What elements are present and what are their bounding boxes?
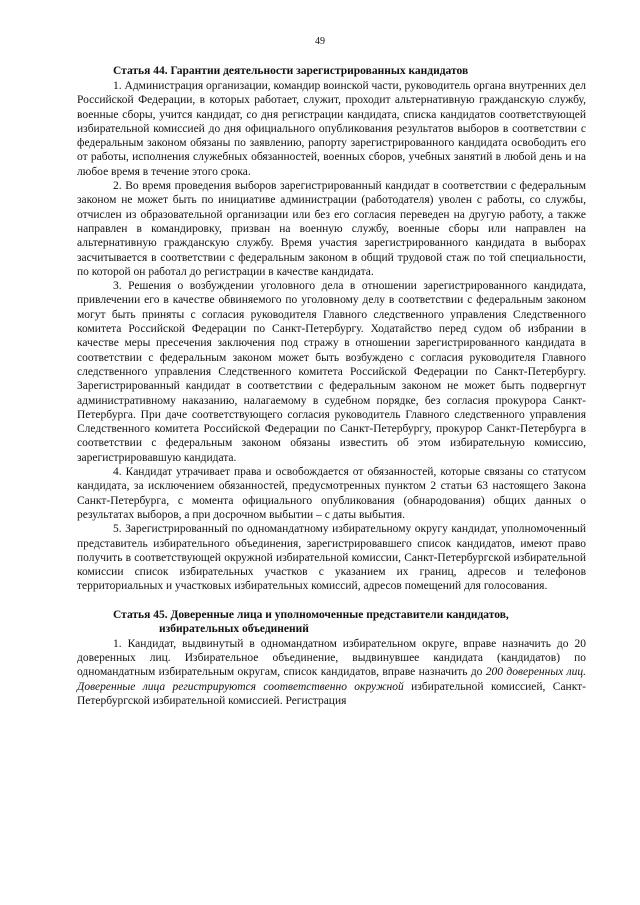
article-44-paragraph-3: 3. Решения о возбуждении уголовного дела в отношении зарегистрированного кандидата, привлечении его в качестве обвиняемого по уголовному делу в соответствии с федеральным законом могут быть приняты с согласия руководителя Главного следственного управления Следственного комитета Российской Федерации по Санкт-Петербургу. Ходатайство перед судом об избрании в качестве меры пресечения заключения под стражу в отношении зарегистрированного кандидата в соответствии с федеральным законом может быть возбуждено с согласия руководителя Главного следственного управления Следственного комитета Российской Федерации по Санкт-Петербургу. Зарегистрированный кандидат в соответствии с федеральным законом не может быть подвергнут административному наказанию, налагаемому в судебном порядке, без согласия прокурора Санкт-Петербурга. При даче соответствующего согласия руководитель Главного следственного управления Следственного комитета Российской Федерации по Санкт-Петербургу, прокурор Санкт-Петербурга в соответствии с федеральным законом обязаны известить об этом избирательную комиссию, зарегистрировавшую кандидата. <box>77 280 586 464</box>
article-45-title-line-2: избирательных объединений <box>159 622 309 635</box>
article-44-paragraph-5: 5. Зарегистрированный по одномандатному избирательному округу кандидат, уполномоченный представитель избирательного объединения, зарегистрировавшего список кандидатов, имеют право получить в соответствующей окружной избирательной комиссии, Санкт-Петербургской избирательной комиссии список избирательных участков с указанием их границ, адресов и телефонов территориальных и участковых избирательных комиссий, адресов помещений для голосования. <box>77 523 586 593</box>
article-45-title <box>77 608 586 636</box>
article-44 <box>77 64 586 594</box>
article-44-paragraph-4: 4. Кандидат утрачивает права и освобождается от обязанностей, которые связаны со статусом кандидата, за исключением обязанностей, предусмотренных пунктом 2 статьи 63 настоящего Закона Санкт-Петербурга, с момента официального опубликования (обнародования) общих данных о результатах выборов, а при досрочном выбытии – с даты выбытия. <box>77 466 586 521</box>
document-body <box>77 64 586 708</box>
article-44-paragraph-1: 1. Администрация организации, командир воинской части, руководитель органа внутренних дел Российской Федерации, в которых работает, служит, проходит альтернативную гражданскую службу, военные сборы, учится кандидат, со дня регистрации кандидата, списка кандидатов соответствующей избирательной комиссией до дня официального опубликования результатов выборов в соответствии с федеральным законом обязаны по заявлению, рапорту зарегистрированного кандидата освободить его от работы, исполнения служебных обязанностей, военных сборов, учебных занятий в любой день и на любое время в течение этого срока. <box>77 80 586 178</box>
article-44-title: Статья 44. Гарантии деятельности зарегистрированных кандидатов <box>113 65 469 77</box>
article-45 <box>77 608 586 708</box>
article-45-paragraph-1-italic: 200 доверенных лиц. Доверенные лица регистрируются соответственно окружной <box>77 666 586 693</box>
page-number: 49 <box>315 36 325 47</box>
article-45-title-line-1: Статья 45. Доверенные лица и уполномоченные представители кандидатов, <box>113 608 509 621</box>
article-45-paragraph-1-start: 1. Кандидат, выдвинутый в одномандатном избирательном округе, вправе назначить до 20 доверенных лиц. Избирательное объединение, выдвинувшее кандидата (кандидатов) по одномандатным избирательным округам, список кандидатов, вправе назначить до <box>77 637 586 679</box>
article-45-paragraph-1-end: избирательной комиссией, Санкт-Петербургской избирательной комиссией. Регистрация <box>77 680 586 707</box>
article-45-paragraph-1 <box>77 637 586 708</box>
article-44-paragraph-2: 2. Во время проведения выборов зарегистрированный кандидат в соответствии с федеральным законом не может быть по инициативе администрации (работодателя) уволен с работы, со службы, отчислен из образовательной организации или без его согласия переведен на другую работу, а также направлен в командировку, призван на военную службу, военные сборы или направлен на альтернативную гражданскую службу. Время участия зарегистрированного кандидата в выборах засчитывается в соответствии с федеральным законом в общий трудовой стаж по той специальности, по которой он работал до регистрации в качестве кандидата. <box>77 180 586 278</box>
